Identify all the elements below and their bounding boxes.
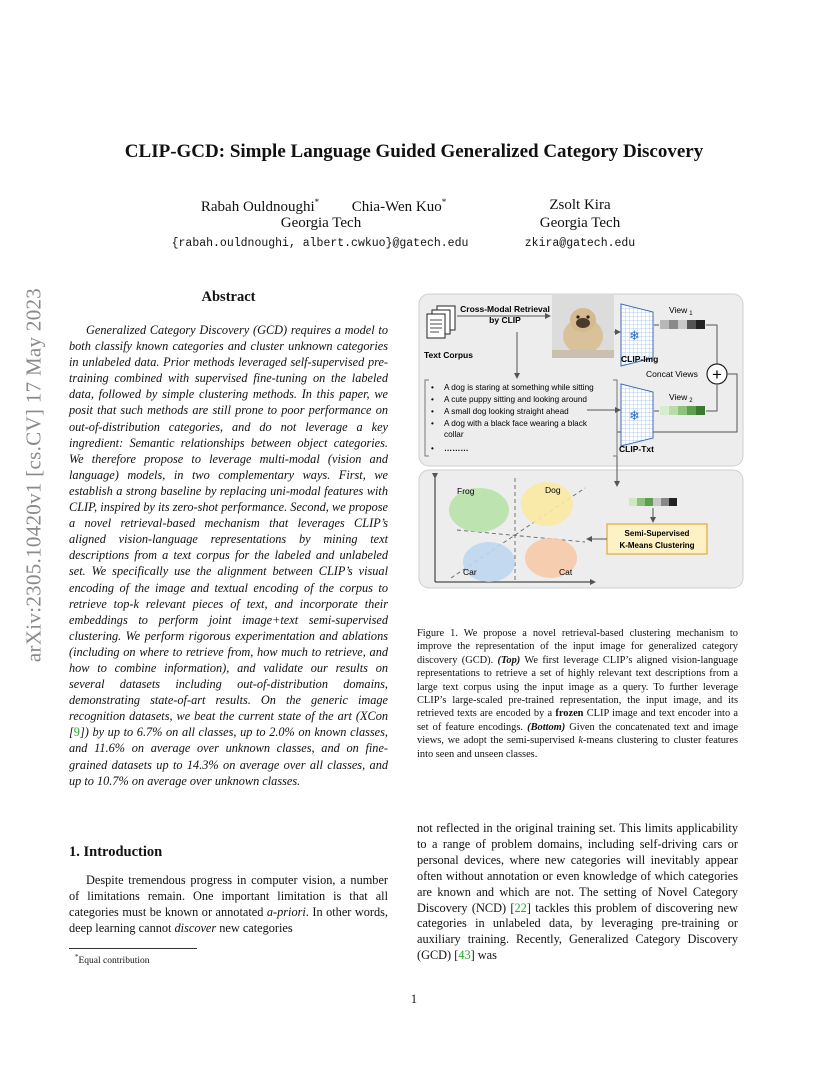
retrieval-label-1: Cross-Modal Retrieval: [460, 304, 550, 314]
clip-txt-label: CLIP-Txt: [619, 444, 654, 454]
text-corpus-label: Text Corpus: [424, 350, 473, 360]
plus-sign: +: [712, 365, 722, 384]
bullet: •: [431, 444, 434, 453]
bullet: •: [431, 419, 434, 428]
affiliation-right: Georgia Tech: [539, 215, 621, 231]
retrieved-text-2: A cute puppy sitting and looking around: [444, 395, 587, 404]
retrieved-text-4-cont: collar: [444, 430, 464, 439]
combined-feature-vector: [629, 498, 677, 506]
citation-link[interactable]: 43: [458, 948, 471, 963]
snowflake-icon: ❄: [629, 328, 640, 343]
figure-1: [417, 292, 745, 610]
citation-link[interactable]: 9: [73, 725, 80, 740]
concat-views-label: Concat Views: [646, 369, 698, 379]
arxiv-identifier: arXiv:2305.10420v1 [cs.CV] 17 May 2023: [21, 287, 46, 663]
retrieval-label-2: by CLIP: [489, 315, 521, 325]
view2-label: View $_2$: [669, 392, 693, 404]
footnote: *Equal contribution: [75, 953, 150, 967]
kmeans-label-1: Semi-Supervised: [624, 529, 690, 538]
retrieved-text-3: A small dog looking straight ahead: [444, 407, 569, 416]
intro-continued: not reflected in the original training set. This limits applicability to a range of problem domains, including self-driving cars or personal devices, where new categories will inevitably appear often without annotation or even knowledge of which categories are known and which are not. The setting of Novel Category Discovery (NCD) [22] tackles this problem of discovering new categories in unlabeled data, by leveraging pre-training or auxiliary training. Recently, Generalized Category Discovery (GCD) [43] was: [417, 821, 739, 963]
view1-label: View $_1$: [669, 305, 693, 317]
email-right: zkira@gatech.edu: [524, 237, 636, 250]
figure-caption: Figure 1. We propose a novel retrieval-based clustering mechanism to improve the representation of the input image for generalized category discovery (GCD). (Top) We first leverage CLIP’s aligned vision-language representations to retrieve a set of highly relevant text descriptions from a large text corpus using the input image as a query. To further leverage CLIP’s large-scaled pre-trained representation, the input image, and its retrieved texts are encoded by a frozen CLIP image and text encoder into a set of feature encodings. (Bottom) Given the concatenated text and image views, we adopt the semi-supervised k-means clustering to cluster features into seen and unseen classes.: [417, 628, 739, 760]
bullet: •: [431, 407, 434, 416]
cluster-label-dog: Dog: [545, 485, 561, 495]
author-1: Rabah Ouldnoughi*: [200, 197, 320, 215]
email-left: {rabah.ouldnoughi, albert.cwkuo}@gatech.edu: [171, 237, 469, 250]
view2-feature-vector: [660, 406, 705, 415]
affiliation-left: Georgia Tech: [280, 215, 362, 231]
citation-link[interactable]: 22: [514, 900, 527, 915]
view1-feature-vector: [660, 320, 705, 329]
cluster-label-cat: Cat: [559, 567, 573, 577]
page-number: 1: [410, 992, 418, 1006]
clip-img-label: CLIP-Img: [621, 354, 659, 364]
author-3: Zsolt Kira: [549, 197, 611, 213]
retrieved-text-4: A dog with a black face wearing a black: [444, 419, 587, 428]
paper-title: CLIP-GCD: Simple Language Guided Generalized Category Discovery: [124, 141, 704, 162]
abstract-heading: Abstract: [201, 289, 256, 305]
intro-paragraph: Despite tremendous progress in computer vision, a number of limitations remain. One important limitation is that all categories must be known or annotated a-priori. In other words, deep learning cannot discover new categories: [69, 873, 388, 936]
kmeans-label-2: K-Means Clustering: [619, 541, 695, 550]
bullet: •: [431, 383, 434, 392]
snowflake-icon: ❄: [629, 408, 640, 423]
cluster-label-frog: Frog: [457, 486, 475, 496]
retrieved-text-ellipsis: ………: [444, 444, 469, 453]
author-2: Chia-Wen Kuo*: [351, 197, 447, 215]
dog-photo: [552, 294, 614, 358]
section-heading-introduction: 1. Introduction: [69, 844, 163, 860]
footnote-rule: [69, 948, 197, 949]
arxiv-sidebar: [14, 275, 54, 675]
abstract-body: Generalized Category Discovery (GCD) requires a model to both classify known categories and cluster unknown categories in unlabeled data. Prior methods leveraged self-supervised pre-training combined with supervised fine-tuning on the labeled data, followed by simple clustering methods. In this paper, we posit that such methods are still prone to poor performance on out-of-distribution categories, and do not leverage a key ingredient: Semantic relationships between object categories. We therefore propose to leverage multi-modal (vision and language) models, in two complementary ways. First, we establish a strong baseline by replacing uni-modal features with CLIP, inspired by its zero-shot performance. Second, we propose a novel retrieval-based mechanism that leverages CLIP’s aligned vision-language representations by mining text descriptions from a text corpus for the labeled and unlabeled set. We specifically use the alignment between CLIP’s visual encoding of the image and textual encoding of the corpus to retrieve top-k relevant pieces of text, and incorporate their embeddings to perform joint image+text semi-supervised clustering. We perform rigorous experimentation and ablations (including on where to retrieve from, how much to retrieve, and how to combine information), and validate our results on several datasets including out-of-distribution domains, demonstrating state-of-art results. On the generic image recognition datasets, we beat the current state of the art (XCon [9]) by up to 6.7% on all classes, up to 2.0% on known classes, and 11.6% on average over unknown classes, and on fine-grained datasets up to 14.3% on average over all classes, and up to 10.7% on average over unknown classes.: [69, 323, 388, 788]
cluster-label-car: Car: [463, 567, 477, 577]
bullet: •: [431, 395, 434, 404]
retrieved-text-1: A dog is staring at something while sitting: [444, 383, 594, 392]
